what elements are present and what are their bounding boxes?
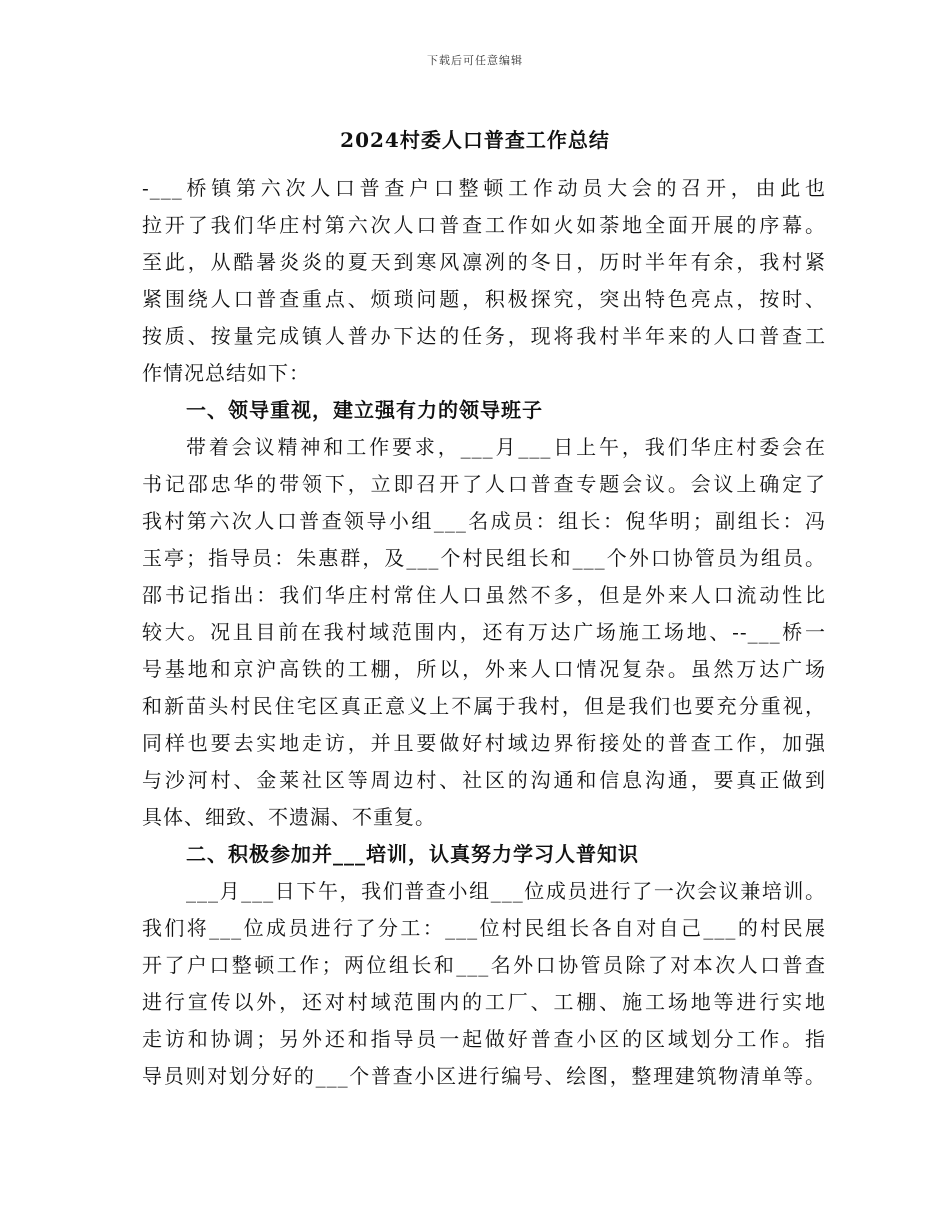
text-line: 带着会议精神和工作要求，___月___日上午，我们华庄村委会在 xyxy=(186,435,826,459)
text-line: 我们将___位成员进行了分工：___位村民组长各自对自己___的村民展 xyxy=(142,916,826,940)
text-line: 我村第六次人口普查领导小组___名成员：组长：倪华明；副组长：冯 xyxy=(142,509,826,533)
text-line: 较大。况且目前在我村域范围内，还有万达广场施工场地、--___桥一 xyxy=(142,620,826,644)
text-line: 邵书记指出：我们华庄村常住人口虽然不多，但是外来人口流动性比 xyxy=(142,583,826,607)
text-line: 按质、按量完成镇人普办下达的任务，现将我村半年来的人口普查工 xyxy=(142,324,826,348)
header-note: 下载后可任意编辑 xyxy=(427,54,523,67)
text-line: -___桥镇第六次人口普查户口整顿工作动员大会的召开，由此也 xyxy=(142,176,826,200)
text-line: 导员则对划分好的___个普查小区进行编号、绘图，整理建筑物清单等。 xyxy=(142,1064,826,1088)
text-line: 开了户口整顿工作；两位组长和___名外口协管员除了对本次人口普查 xyxy=(142,953,826,977)
section-heading: 二、积极参加并___培训，认真努力学习人普知识 xyxy=(186,842,639,866)
text-line: 走访和协调；另外还和指导员一起做好普查小区的区域划分工作。指 xyxy=(142,1027,826,1051)
text-line: 拉开了我们华庄村第六次人口普查工作如火如荼地全面开展的序幕。 xyxy=(142,213,826,237)
text-line: 同样也要去实地走访，并且要做好村域边界衔接处的普查工作，加强 xyxy=(142,731,826,755)
text-line: 紧围绕人口普查重点、烦琐问题，积极探究，突出特色亮点，按时、 xyxy=(142,287,826,311)
text-line: 书记邵忠华的带领下，立即召开了人口普查专题会议。会议上确定了 xyxy=(142,472,826,496)
text-line: 至此，从酷暑炎炎的夏天到寒风凛冽的冬日，历时半年有余，我村紧 xyxy=(142,250,826,274)
text-line: ___月___日下午，我们普查小组___位成员进行了一次会议兼培训。 xyxy=(186,879,826,903)
text-line: 和新苗头村民住宅区真正意义上不属于我村，但是我们也要充分重视， xyxy=(142,694,826,718)
document-body xyxy=(142,170,826,1095)
text-line: 具体、细致、不遗漏、不重复。 xyxy=(142,805,436,829)
text-line: 号基地和京沪高铁的工棚，所以，外来人口情况复杂。虽然万达广场 xyxy=(142,657,826,681)
text-line: 玉亭；指导员：朱惠群，及___个村民组长和___个外口协管员为组员。 xyxy=(142,546,826,570)
document-title: 2024村委人口普查工作总结 xyxy=(340,128,610,152)
text-line: 作情况总结如下： xyxy=(142,361,310,385)
section-heading: 一、领导重视，建立强有力的领导班子 xyxy=(186,398,543,422)
text-line: 与沙河村、金莱社区等周边村、社区的沟通和信息沟通，要真正做到 xyxy=(142,768,826,792)
text-line: 进行宣传以外，还对村域范围内的工厂、工棚、施工场地等进行实地 xyxy=(142,990,826,1014)
